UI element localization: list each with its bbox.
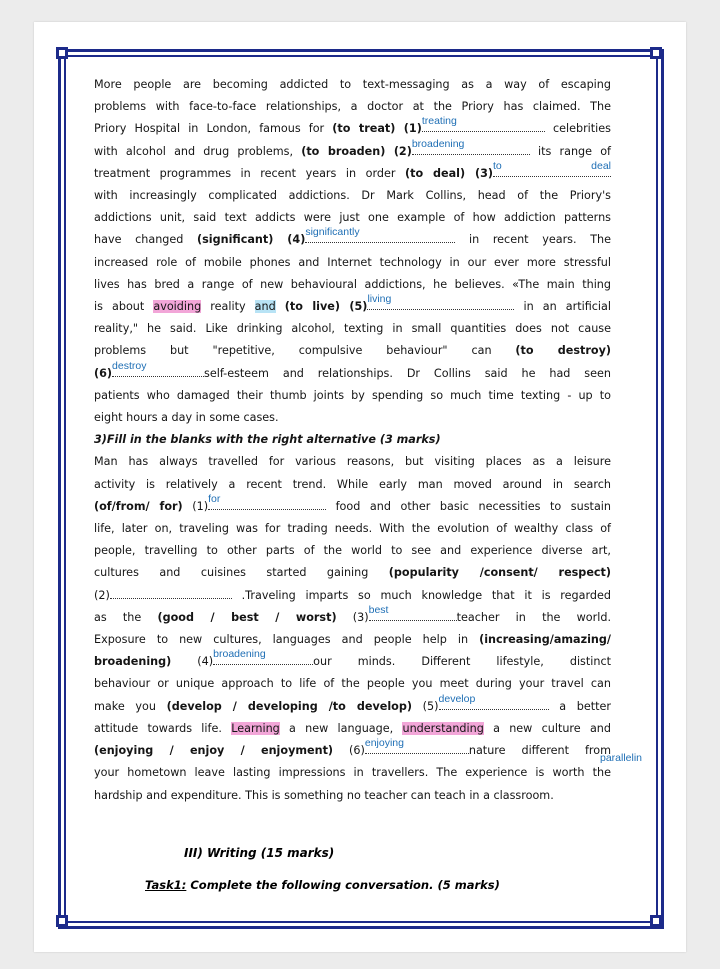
text-line: (enjoying / enjoy / enjoyment) (6) enjoying nature different from	[94, 737, 611, 758]
handwritten-answer: best	[368, 603, 389, 616]
text-line: problems but "repetitive, compulsive behaviour" can (to destroy)	[94, 344, 611, 358]
handwritten-answer: living	[367, 293, 392, 306]
text-line: make you (develop / developing /to develop) (5) develop a better	[94, 692, 611, 713]
text-line: patients who damaged their thumb joints by spending so much time texting - up to	[94, 388, 611, 402]
answer-blank-4[interactable]	[213, 648, 313, 665]
worksheet-content	[94, 74, 611, 807]
handwritten-answer: significantly	[305, 226, 360, 239]
text-line: reality," he said. Like drinking alcohol, texting in small quantities does not cause	[94, 322, 611, 336]
text-line: eight hours a day in some cases.	[94, 411, 279, 425]
handwritten-answer: develop	[438, 692, 476, 705]
highlight-avoiding: avoiding	[153, 300, 202, 314]
handwritten-answer: broadening	[411, 137, 465, 150]
answer-blank-4[interactable]	[305, 226, 455, 243]
text-line: Man has always travelled for various reasons, but visiting places as a leisure	[94, 455, 611, 469]
highlight-learning: Learning	[231, 721, 280, 735]
answer-blank-5[interactable]	[367, 293, 514, 310]
task-text: Complete the following conversation. (5 marks)	[186, 878, 500, 892]
exercise-heading: 3)Fill in the blanks with the right alternative (3 marks)	[94, 433, 441, 447]
text-line: with alcohol and drug problems, (to broaden) (2) broadening its range of	[94, 137, 611, 158]
border-corner-bottom-left	[56, 915, 68, 927]
border-corner-top-right	[650, 47, 662, 59]
text-line: is about avoiding reality and (to live) (5) living in an artificial	[94, 293, 611, 314]
text-line: addictions unit, said text addicts were just one example of how addiction patterns	[94, 211, 611, 225]
fill-in-passage	[94, 451, 611, 806]
text-line: life, later on, traveling was for trading needs. With the evolution of wealthy class of	[94, 522, 611, 536]
answer-blank-1[interactable]	[208, 492, 326, 510]
text-line: broadening) (4) broadening our minds. Different lifestyle, distinct	[94, 648, 612, 669]
handwritten-answer: destroy	[112, 359, 147, 372]
text-line: (2) .Traveling imparts so much knowledge that it is regarded	[94, 585, 611, 607]
text-line: Priory Hospital in London, famous for (to treat) (1) treating celebrities	[94, 115, 611, 136]
text-line: cultures and cuisines started gaining (popularity /consent/ respect)	[94, 566, 611, 580]
side-annotation: parallelin	[600, 752, 643, 764]
text-line: behaviour or unique approach to life of the people you meet during your travel can	[94, 677, 611, 691]
worksheet-page	[34, 22, 686, 952]
highlight-understanding: understanding	[402, 721, 484, 735]
text-line: lives has bred a range of new behavioural addictions, he believes. «The main thing	[94, 277, 611, 291]
text-line: problems with face-to-face relationships, a doctor at the Priory has claimed. The	[94, 100, 611, 114]
task-instruction	[145, 878, 500, 892]
reading-passage	[94, 74, 611, 429]
text-line: increased role of mobile phones and Internet technology in our ever more stressful	[94, 255, 611, 269]
handwritten-answer: for	[208, 492, 221, 505]
text-line: More people are becoming addicted to text-messaging as a way of escaping	[94, 78, 611, 91]
text-line: activity is relatively a recent trend. While early man moved around in search	[94, 477, 611, 491]
text-line: (6) destroy self-esteem and relationships. Dr Collins said he had seen	[94, 359, 611, 380]
text-line: your hometown leave lasting impressions in travellers. The experience is worth the	[94, 766, 611, 780]
text-line: with increasingly complicated addictions. Dr Mark Collins, head of the Priory's	[94, 189, 611, 203]
answer-blank-5[interactable]	[438, 692, 549, 710]
answer-blank-2[interactable]	[411, 137, 530, 155]
border-corner-top-left	[56, 47, 68, 59]
border-corner-bottom-right	[650, 915, 662, 927]
answer-blank-3[interactable]	[368, 603, 457, 621]
highlight-and: and	[254, 300, 276, 314]
text-line: treatment programmes in recent years in order (to deal) (3) to deal	[94, 159, 611, 180]
handwritten-answer: broadening	[213, 648, 266, 661]
task-label: Task1:	[145, 878, 187, 892]
answer-blank-6[interactable]	[112, 359, 204, 377]
text-line: have changed (significant) (4) significantly in recent years. The	[94, 226, 611, 247]
text-line: hardship and expenditure. This is something no teacher can teach in a classroom.	[94, 788, 554, 802]
handwritten-answer: enjoying	[364, 737, 404, 750]
text-line: as the (good / best / worst) (3) best teacher in the world.	[94, 603, 612, 624]
answer-blank-2[interactable]	[110, 585, 232, 599]
text-line: (of/from/ for) (1) for food and other basic necessities to sustain	[94, 492, 611, 513]
text-line: attitude towards life. Learning a new language, understanding a new culture and	[94, 721, 611, 735]
answer-blank-6[interactable]	[364, 737, 469, 754]
text-line: people, travelling to other parts of the world to see and experience diverse art,	[94, 544, 611, 558]
handwritten-answer: treating	[421, 115, 457, 128]
handwritten-answer: to deal	[493, 159, 611, 172]
answer-blank-3[interactable]	[493, 159, 611, 177]
section-heading-writing: III) Writing (15 marks)	[184, 846, 335, 860]
answer-blank-1[interactable]	[421, 115, 545, 132]
text-line: Exposure to new cultures, languages and people help in (increasing/amazing/	[94, 633, 611, 647]
